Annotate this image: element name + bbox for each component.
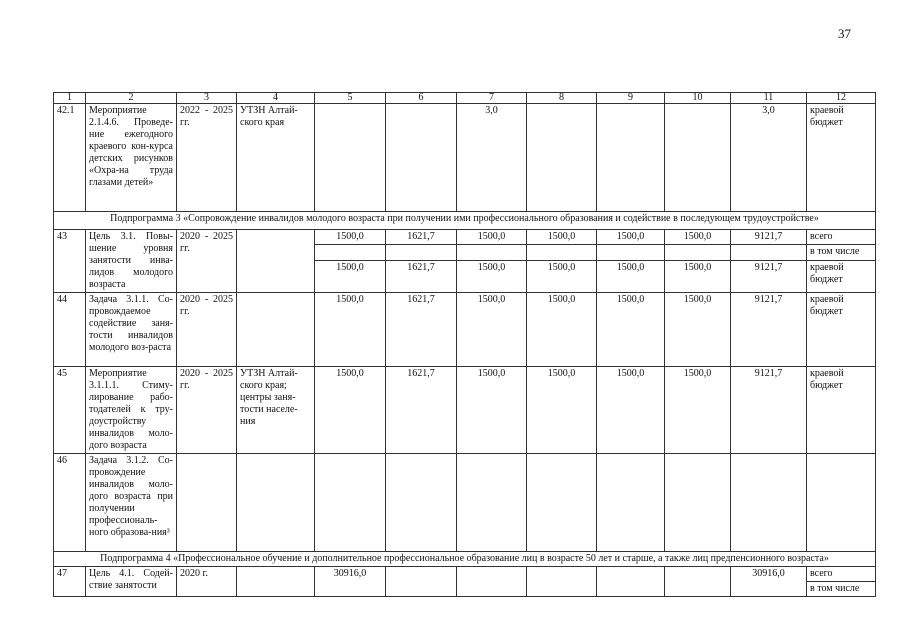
budget-table [53,92,876,597]
cell-empty [527,454,597,552]
cell-value: 1500,0 [315,367,386,454]
row-executor: УТЗН Алтай-ского края [237,104,315,212]
table-row [54,293,876,367]
cell-empty [731,454,807,552]
cell-empty [665,454,731,552]
cell-empty [665,567,731,597]
col-header: 11 [731,93,807,104]
row-source: краевой бюджет [807,260,876,292]
cell-value: 1500,0 [527,367,597,454]
row-number: 43 [54,230,86,293]
row-source: краевой бюджет [807,104,876,212]
row-source: всего [807,230,876,245]
cell-value: 1500,0 [315,260,386,292]
cell-empty [665,104,731,212]
row-period: 2022 - 2025 гг. [177,104,237,212]
cell-value: 1500,0 [315,230,386,245]
row-executor [237,230,315,293]
row-number: 44 [54,293,86,367]
row-name: Задача 3.1.2. Со-провождение инвалидов моло-дого возраста при получении профессиональ-ного образова-ния³ [86,454,177,552]
cell-empty [386,454,457,552]
row-name: Задача 3.1.1. Со-провождаемое содействие заня-тости инвалидов молодого воз-раста [86,293,177,367]
cell-value: 1500,0 [665,260,731,292]
col-header: 9 [597,93,665,104]
row-source: в том числе [807,245,876,260]
subprogram-title: Подпрограмма 3 «Сопровождение инвалидов молодого возраста при получении ими профессионального образования и содействие в последующем трудоустройстве» [54,212,876,230]
cell-empty [807,454,876,552]
row-executor [237,293,315,367]
cell-value: 1500,0 [527,293,597,367]
cell-empty [315,245,386,260]
table-row [54,367,876,454]
cell-value: 1500,0 [597,230,665,245]
row-source-split [807,567,876,597]
cell-value: 1500,0 [457,367,527,454]
cell-empty [457,245,527,260]
col-header: 12 [807,93,876,104]
row-period: 2020 - 2025 гг. [177,230,237,293]
row-source: краевой бюджет [807,293,876,367]
row-period: 2020 г. [177,567,237,597]
cell-empty [665,245,731,260]
cell-empty [315,454,386,552]
cell-empty [527,104,597,212]
cell-empty [597,567,665,597]
cell-value: 1621,7 [386,367,457,454]
row-name: Мероприятие 2.1.4.6. Проведе-ние ежегодного краевого кон-курса детских рисунков «Охра-на труда глазами детей» [86,104,177,212]
row-source: краевой бюджет [807,367,876,454]
cell-empty [597,245,665,260]
cell-empty [597,104,665,212]
cell-value: 30916,0 [731,567,807,597]
cell-value: 1621,7 [386,293,457,367]
cell-value: 1500,0 [665,230,731,245]
table-row [54,104,876,212]
budget-table-container [53,92,875,597]
cell-value: 9121,7 [731,293,807,367]
cell-empty [386,567,457,597]
cell-empty [177,454,237,552]
row-number: 45 [54,367,86,454]
cell-empty [527,245,597,260]
col-header: 2 [86,93,177,104]
cell-value: 1621,7 [386,230,457,245]
cell-empty [457,567,527,597]
cell-value: 1500,0 [527,260,597,292]
table-row [54,567,876,597]
row-name: Мероприятие 3.1.1.1. Стиму-лирование рабо-тодателей к тру-доустройству инвалидов моло-дого возраста [86,367,177,454]
cell-value: 9121,7 [731,367,807,454]
cell-empty [731,245,807,260]
cell-empty [386,104,457,212]
cell-value: 9121,7 [731,260,807,292]
cell-value: 3,0 [457,104,527,212]
header-row [54,93,876,104]
col-header: 7 [457,93,527,104]
cell-value: 9121,7 [731,230,807,245]
col-header: 10 [665,93,731,104]
source-split-table [807,567,875,596]
cell-value: 1500,0 [665,367,731,454]
col-header: 8 [527,93,597,104]
cell-value: 1500,0 [597,260,665,292]
row-number: 42.1 [54,104,86,212]
row-source: всего [807,567,875,582]
row-name: Цель 3.1. Повы-шение уровня занятости инва-лидов молодого возраста [86,230,177,293]
cell-empty [237,454,315,552]
subprogram-row [54,552,876,567]
col-header: 1 [54,93,86,104]
row-executor: УТЗН Алтай-ского края; центры заня-тости населе-ния [237,367,315,454]
row-name: Цель 4.1. Содей-ствие занятости [86,567,177,597]
cell-empty [315,104,386,212]
col-header: 3 [177,93,237,104]
row-number: 46 [54,454,86,552]
col-header: 6 [386,93,457,104]
col-header: 5 [315,93,386,104]
row-period: 2020 - 2025 гг. [177,293,237,367]
table-row [54,230,876,245]
cell-empty [386,245,457,260]
cell-empty [527,567,597,597]
table-row [54,454,876,552]
col-header: 4 [237,93,315,104]
cell-empty [597,454,665,552]
cell-value: 1621,7 [386,260,457,292]
row-executor [237,567,315,597]
subprogram-row [54,212,876,230]
row-number: 47 [54,567,86,597]
cell-value: 1500,0 [527,230,597,245]
cell-value: 1500,0 [457,293,527,367]
row-source: в том числе [810,583,860,594]
page-number: 37 [838,26,851,41]
cell-value: 1500,0 [597,293,665,367]
cell-value: 1500,0 [457,260,527,292]
cell-value: 1500,0 [665,293,731,367]
cell-empty [457,454,527,552]
cell-value: 30916,0 [315,567,386,597]
cell-value: 1500,0 [315,293,386,367]
subprogram-title: Подпрограмма 4 «Профессиональное обучение и дополнительное профессиональное образование лиц в возрасте 50 лет и старше, а также лиц предпенсионного возраста» [54,552,876,567]
row-period: 2020 - 2025 гг. [177,367,237,454]
cell-value: 1500,0 [597,367,665,454]
cell-value: 1500,0 [457,230,527,245]
cell-value: 3,0 [731,104,807,212]
